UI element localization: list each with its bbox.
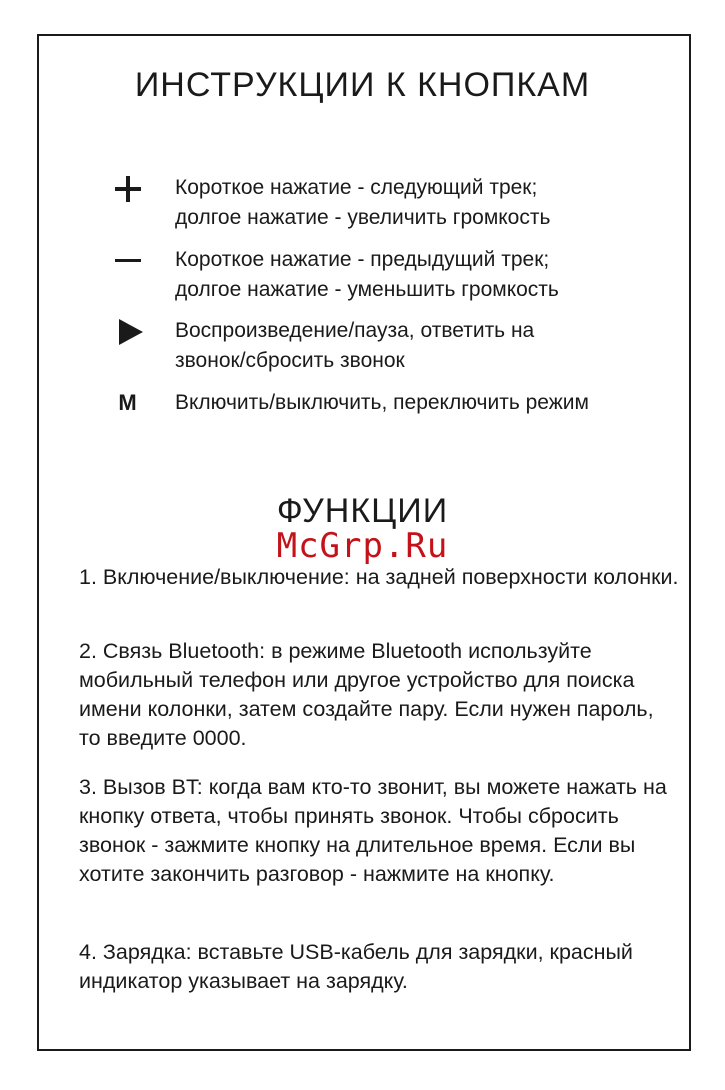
function-item-charging: 4. Зарядка: вставьте USB-кабель для зарядки, красный индикатор указывает на зарядку.	[79, 940, 633, 993]
function-item-power: 1. Включение/выключение: на задней поверхности колонки.	[79, 565, 679, 589]
play-icon	[119, 319, 143, 345]
function-item-call: 3. Вызов BT: когда вам кто-то звонит, вы можете нажать на кнопку ответа, чтобы принять звонок. Чтобы сбросить звонок - зажмите кнопку на длительное время. Если вы хотите закончить разговор - нажмите на кнопку.	[79, 775, 667, 886]
watermark: McGrp.Ru	[276, 526, 449, 566]
plus-instruction-text: Короткое нажатие - следующий трек; долгое нажатие - увеличить громкость	[175, 176, 551, 229]
minus-icon	[115, 259, 141, 262]
play-instruction-text: Воспроизведение/пауза, ответить на звонок/сбросить звонок	[175, 319, 535, 372]
mode-icon: M	[118, 390, 137, 415]
button-instruction-play	[80, 316, 680, 376]
button-instruction-mode	[80, 388, 680, 418]
plus-icon	[115, 176, 141, 202]
buttons-section-title: ИНСТРУКЦИИ К КНОПКАМ	[134, 66, 591, 104]
function-item-bluetooth: 2. Связь Bluetooth: в режиме Bluetooth используйте мобильный телефон или другое устройство для поиска имени колонки, затем создайте пару. Если нужен пароль, то введите 0000.	[79, 639, 654, 750]
minus-instruction-text: Короткое нажатие - предыдущий трек; долгое нажатие - уменьшить громкость	[175, 248, 559, 301]
mode-instruction-text: Включить/выключить, переключить режим	[175, 391, 589, 414]
button-instruction-plus	[80, 173, 680, 233]
functions-section-title: ФУНКЦИИ	[276, 492, 449, 530]
button-instruction-minus	[80, 245, 680, 305]
